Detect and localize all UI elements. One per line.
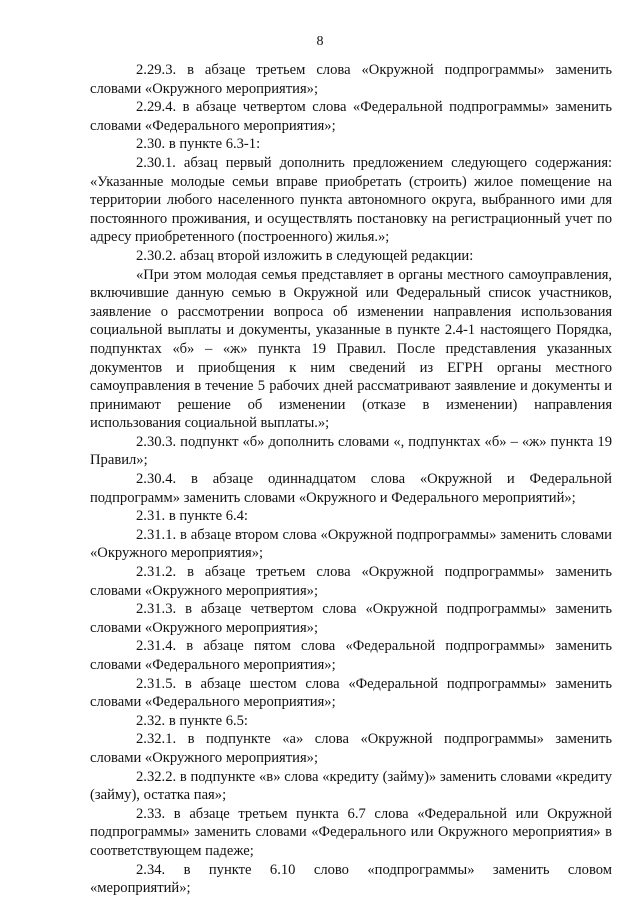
paragraph-2-32-1: 2.32.1. в подпункте «а» слова «Окружной подпрограммы» заменить словами «Окружного мероприятия»;: [90, 731, 612, 766]
paragraph-2-31-3: 2.31.3. в абзаце четвертом слова «Окружной подпрограммы» заменить словами «Окружного мероприятия»;: [90, 601, 612, 636]
paragraph-2-30-4: 2.30.4. в абзаце одиннадцатом слова «Окружной и Федеральной подпрограмм» заменить словами «Окружного и Федерального мероприятий»;: [90, 471, 612, 506]
paragraph-2-31: 2.31. в пункте 6.4:: [136, 508, 248, 525]
paragraph-2-32-2: 2.32.2. в подпункте «в» слова «кредиту (займу)» заменить словами «кредиту (займу), остатка пая»;: [90, 768, 612, 804]
paragraph-2-29-3: 2.29.3. в абзаце третьем слова «Окружной подпрограммы» заменить словами «Окружного мероприятия»;: [90, 62, 612, 97]
paragraph-2-30: 2.30. в пункте 6.3-1:: [136, 136, 261, 153]
paragraph-2-31-1: 2.31.1. в абзаце втором слова «Окружной подпрограммы» заменить словами «Окружного мероприятия»;: [90, 526, 612, 562]
paragraph-2-31-5: 2.31.5. в абзаце шестом слова «Федеральной подпрограммы» заменить словами «Федерального мероприятия»;: [90, 675, 612, 711]
paragraph-2-31-2: 2.31.2. в абзаце третьем слова «Окружной подпрограммы» заменить словами «Окружного мероприятия»;: [90, 564, 612, 599]
paragraph-2-30-2: 2.30.2. абзац второй изложить в следующей редакции:: [136, 247, 474, 264]
paragraph-2-31-4: 2.31.4. в абзаце пятом слова «Федеральной подпрограммы» заменить словами «Федерального мероприятия»;: [90, 638, 612, 673]
document-body: [90, 61, 612, 898]
page-number: 8: [316, 34, 324, 49]
paragraph-2-33: 2.33. в абзаце третьем пункта 6.7 слова «Федеральной или Окружной подпрограммы» заменить словами «Федерального или Окружного мероприятия» в соответствующем падеже;: [90, 805, 612, 859]
paragraph-2-29-4: 2.29.4. в абзаце четвертом слова «Федеральной подпрограммы» заменить словами «Федерального мероприятия»;: [90, 99, 612, 134]
paragraph-2-32: 2.32. в пункте 6.5:: [136, 712, 248, 729]
paragraph-2-34: 2.34. в пункте 6.10 слово «подпрограммы» заменить словом «мероприятий»;: [90, 861, 612, 897]
paragraph-2-30-1: 2.30.1. абзац первый дополнить предложением следующего содержания: «Указанные молодые семьи вправе приобретать (строить) жилое помещение на территории любого населенного пункта автономного округа, выбранного ими для постоянного проживания, и осуществлять постановку на регистрационный учет по адресу приобретенного (построенного) жилья.»;: [90, 154, 612, 246]
paragraph-2-30-3: 2.30.3. подпункт «б» дополнить словами «, подпунктах «б» – «ж» пункта 19 Правил»;: [90, 433, 612, 469]
paragraph-quoted-text: «При этом молодая семья представляет в органы местного самоуправления, включившие данную семью в Окружной или Федеральный список участников, заявление о рассмотрении вопроса об изменении направления использования социальной выплаты и документы, указанные в пункте 2.4-1 настоящего Порядка, подпунктах «б» – «ж» пункта 19 Правил. После представления указанных документов и приобщения к ним сведений из ЕГРН органы местного самоуправления в течение 5 рабочих дней рассматривают заявление и документы и принимают решение об изменении (отказе в изменении) направления использования социальной выплаты.»;: [90, 266, 612, 432]
